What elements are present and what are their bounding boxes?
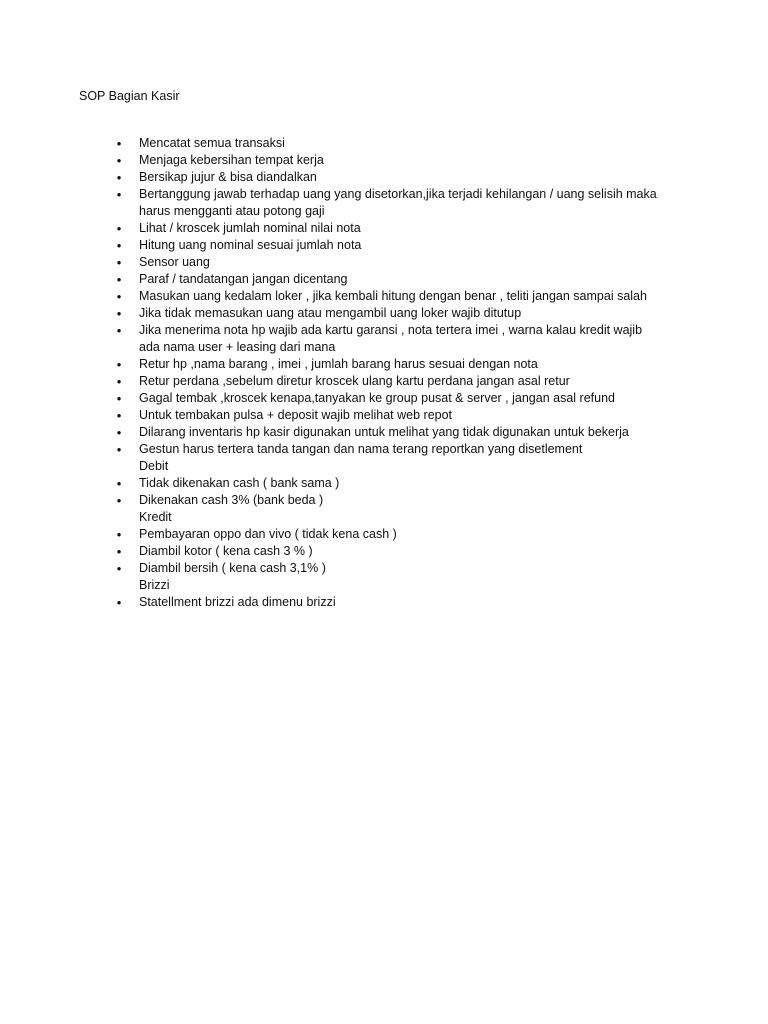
list-item-text: Retur hp ,nama barang , imei , jumlah barang harus sesuai dengan nota bbox=[139, 357, 538, 371]
list-item-text: Retur perdana ,sebelum diretur kroscek ulang kartu perdana jangan asal retur bbox=[139, 374, 570, 388]
bullet-icon: • bbox=[116, 527, 122, 542]
list-item bbox=[0, 407, 699, 424]
section-label bbox=[0, 509, 699, 526]
list-item-text: harus mengganti atau potong gaji bbox=[139, 204, 325, 218]
list-item-text: Masukan uang kedalam loker , jika kembali hitung dengan benar , teliti jangan sampai salah bbox=[139, 289, 647, 303]
list-item bbox=[0, 526, 699, 543]
list-item-text: Brizzi bbox=[139, 578, 170, 592]
bullet-icon: • bbox=[116, 238, 122, 253]
document-title: SOP Bagian Kasir bbox=[79, 89, 180, 103]
bullet-icon: • bbox=[116, 357, 122, 372]
bullet-icon: • bbox=[116, 476, 122, 491]
list-item-text: Sensor uang bbox=[139, 255, 210, 269]
bullet-icon: • bbox=[116, 544, 122, 559]
list-item bbox=[0, 322, 699, 356]
list-item-text: Gagal tembak ,kroscek kenapa,tanyakan ke group pusat & server , jangan asal refund bbox=[139, 391, 615, 405]
bullet-icon: • bbox=[116, 595, 122, 610]
list-item bbox=[0, 288, 699, 305]
list-item bbox=[0, 220, 699, 237]
list-item-text: ada nama user + leasing dari mana bbox=[139, 340, 336, 354]
list-item-text: Gestun harus tertera tanda tangan dan nama terang reportkan yang disetlement bbox=[139, 442, 583, 456]
list-item bbox=[0, 271, 699, 288]
list-item bbox=[0, 492, 699, 509]
list-item-text: Jika tidak memasukan uang atau mengambil uang loker wajib ditutup bbox=[139, 306, 522, 320]
bullet-icon: • bbox=[116, 170, 122, 185]
list-item bbox=[0, 169, 699, 186]
bullet-icon: • bbox=[116, 442, 122, 457]
list-item-text: Bertanggung jawab terhadap uang yang disetorkan,jika terjadi kehilangan / uang selisih maka bbox=[139, 187, 657, 201]
list-item-text: Bersikap jujur & bisa diandalkan bbox=[139, 170, 317, 184]
list-item-text: Diambil bersih ( kena cash 3,1% ) bbox=[139, 561, 326, 575]
bullet-icon: • bbox=[116, 306, 122, 321]
list-item-text: Menjaga kebersihan tempat kerja bbox=[139, 153, 324, 167]
bullet-icon: • bbox=[116, 272, 122, 287]
list-item-text: Lihat / kroscek jumlah nominal nilai nota bbox=[139, 221, 361, 235]
bullet-icon: • bbox=[116, 561, 122, 576]
list-item bbox=[0, 441, 699, 458]
bullet-icon: • bbox=[116, 374, 122, 389]
list-item-text: Kredit bbox=[139, 510, 172, 524]
list-item bbox=[0, 254, 699, 271]
list-item bbox=[0, 152, 699, 169]
list-item bbox=[0, 373, 699, 390]
bullet-icon: • bbox=[116, 408, 122, 423]
list-item bbox=[0, 237, 699, 254]
bullet-icon: • bbox=[116, 255, 122, 270]
list-item-text: Diambil kotor ( kena cash 3 % ) bbox=[139, 544, 313, 558]
list-item-text: Paraf / tandatangan jangan dicentang bbox=[139, 272, 348, 286]
bullet-icon: • bbox=[116, 391, 122, 406]
list-item-text: Untuk tembakan pulsa + deposit wajib melihat web repot bbox=[139, 408, 453, 422]
list-item bbox=[0, 356, 699, 373]
bullet-icon: • bbox=[116, 136, 122, 151]
list-item-text: Dikenakan cash 3% (bank beda ) bbox=[139, 493, 324, 507]
list-item bbox=[0, 305, 699, 322]
list-item-text: Mencatat semua transaksi bbox=[139, 136, 285, 150]
list-item-text: Dilarang inventaris hp kasir digunakan untuk melihat yang tidak digunakan untuk bekerja bbox=[139, 425, 629, 439]
list-item bbox=[0, 390, 699, 407]
list-item bbox=[0, 543, 699, 560]
bullet-icon: • bbox=[116, 493, 122, 508]
list-item bbox=[0, 135, 699, 152]
section-label bbox=[0, 577, 699, 594]
list-item bbox=[0, 560, 699, 577]
list-item bbox=[0, 594, 699, 611]
section-label bbox=[0, 458, 699, 475]
list-item-text: Pembayaran oppo dan vivo ( tidak kena cash ) bbox=[139, 527, 397, 541]
bullet-icon: • bbox=[116, 187, 122, 202]
list-item bbox=[0, 186, 699, 220]
bullet-icon: • bbox=[116, 221, 122, 236]
list-item bbox=[0, 475, 699, 492]
bullet-icon: • bbox=[116, 153, 122, 168]
list-item bbox=[0, 424, 699, 441]
bullet-icon: • bbox=[116, 323, 122, 338]
bullet-icon: • bbox=[116, 289, 122, 304]
list-item-text: Tidak dikenakan cash ( bank sama ) bbox=[139, 476, 340, 490]
list-item-text: Debit bbox=[139, 459, 169, 473]
bullet-icon: • bbox=[116, 425, 122, 440]
list-item-text: Jika menerima nota hp wajib ada kartu garansi , nota tertera imei , warna kalau kredit wajib bbox=[139, 323, 643, 337]
sop-list bbox=[0, 135, 768, 611]
list-item-text: Statellment brizzi ada dimenu brizzi bbox=[139, 595, 336, 609]
list-item-text: Hitung uang nominal sesuai jumlah nota bbox=[139, 238, 362, 252]
